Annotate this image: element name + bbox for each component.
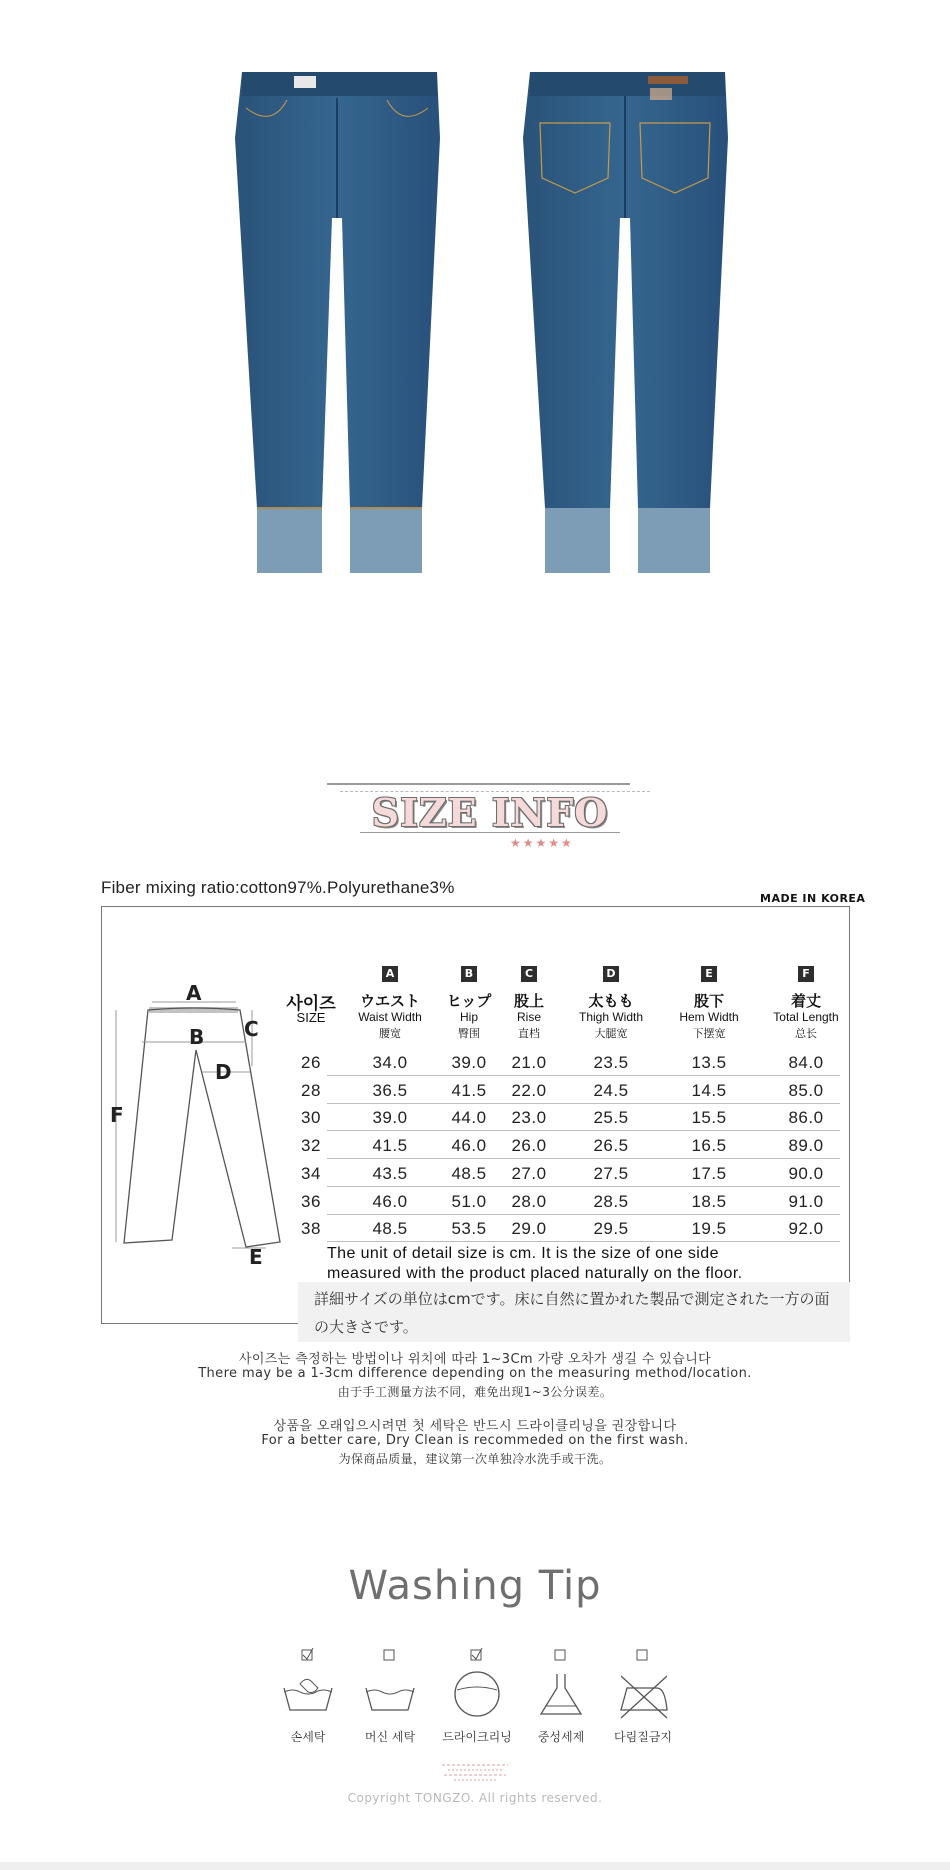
measure-cell: 13.5 (691, 1053, 727, 1072)
wash-item-hand (268, 1648, 348, 1745)
diagram-label-f: F (110, 1103, 124, 1127)
col-d-cn: 大腿宽 (594, 1027, 628, 1040)
table-row-divider (327, 1186, 840, 1187)
measure-cell: 46.0 (451, 1136, 487, 1156)
measure-cell: 41.5 (372, 1136, 408, 1156)
measure-cell: 39.0 (451, 1053, 487, 1072)
bottom-bar (0, 1862, 950, 1870)
size-cell: 28 (301, 1080, 321, 1100)
badge-d: D (603, 966, 619, 982)
col-c-en: Rise (516, 1010, 541, 1024)
measure-cell: 14.5 (691, 1080, 727, 1100)
unit-note-en-line2: measured with the product placed naturally on the floor. (327, 1265, 743, 1282)
col-a-en: Waist Width (358, 1010, 422, 1024)
measure-cell: 24.5 (593, 1080, 629, 1100)
made-in-label: MADE IN KOREA (760, 892, 866, 905)
table-row-divider (327, 1214, 840, 1215)
measure-cell: 41.5 (451, 1080, 487, 1100)
measure-cell: 89.0 (788, 1136, 824, 1156)
size-cell: 34 (301, 1163, 321, 1183)
badge-c: C (521, 966, 537, 982)
col-e-cn: 下摆宽 (692, 1027, 726, 1040)
col-d-en: Thigh Width (578, 1010, 644, 1024)
measure-cell: 21.0 (511, 1053, 547, 1072)
measure-cell: 84.0 (788, 1053, 824, 1072)
size-cell: 30 (301, 1108, 321, 1128)
care-note-cn: 为保商品质量，建议第一次单独冷水洗手或干洗。 (338, 1452, 612, 1466)
badge-b: B (461, 966, 477, 982)
size-cell: 26 (301, 1053, 321, 1072)
col-e-jp: 股下 (693, 992, 724, 1010)
fine-print-graphic (440, 1762, 510, 1784)
table-row-divider (327, 1158, 840, 1159)
badge-f: F (798, 966, 814, 982)
table-row-divider (327, 1103, 840, 1104)
col-d-jp: 太もも (588, 992, 634, 1010)
wash-label-detergent: 중성세제 (537, 1730, 585, 1744)
unit-note-en-line1: The unit of detail size is cm. It is the size of one side (327, 1245, 719, 1262)
measure-cell: 29.0 (511, 1219, 547, 1239)
col-b-en: Hip (459, 1010, 478, 1024)
measure-cell: 85.0 (788, 1080, 824, 1100)
size-info-title: SIZE INFO (371, 790, 609, 835)
table-row-divider (327, 1241, 840, 1242)
unit-note-jp: 詳細サイズの単位はcmです。床に自然に置かれた製品で測定された一方の面の大きさです。 (314, 1290, 830, 1336)
dry-clean-icon (447, 1648, 507, 1724)
measure-cell: 16.5 (691, 1136, 727, 1156)
col-a-cn: 腰宽 (379, 1027, 401, 1040)
neutral-detergent-icon (531, 1648, 591, 1724)
col-c-jp: 股上 (513, 992, 544, 1010)
measure-cell: 44.0 (451, 1108, 487, 1128)
size-cell: 36 (301, 1191, 321, 1211)
diagram-label-b: B (189, 1025, 205, 1049)
measure-note-cn: 由于手工测量方法不同，难免出现1~3公分误差。 (337, 1385, 613, 1399)
measure-cell: 19.5 (691, 1219, 727, 1239)
measure-cell: 86.0 (788, 1108, 824, 1128)
size-header-kr: 사이즈 (286, 994, 336, 1014)
hand-wash-icon (278, 1648, 338, 1724)
col-f-jp: 着丈 (790, 992, 821, 1010)
measure-cell: 23.0 (511, 1108, 547, 1128)
measure-cell: 34.0 (372, 1053, 408, 1072)
jeans-front-photo (232, 68, 442, 578)
wash-item-dry-clean (437, 1648, 517, 1745)
wash-label-hand: 손세탁 (290, 1730, 326, 1744)
wash-item-no-iron (603, 1648, 683, 1745)
washing-tip-title: Washing Tip (348, 1563, 602, 1609)
wash-label-no-iron: 다림질금지 (614, 1730, 672, 1744)
table-row-divider (327, 1075, 840, 1076)
measure-cell: 39.0 (372, 1108, 408, 1128)
wash-label-dry-clean: 드라이크리닝 (442, 1730, 512, 1744)
col-c-cn: 直档 (518, 1027, 540, 1040)
badge-a: A (382, 966, 398, 982)
measure-cell: 15.5 (691, 1108, 727, 1128)
fiber-ratio-text: Fiber mixing ratio:cotton97%.Polyurethane3% (101, 878, 455, 897)
size-header-en: SIZE (296, 1010, 326, 1025)
col-b-jp: ヒップ (446, 992, 492, 1010)
col-e-en: Hem Width (679, 1010, 739, 1024)
machine-wash-icon (360, 1648, 420, 1724)
measure-cell: 48.5 (451, 1163, 487, 1183)
size-cell: 32 (301, 1136, 321, 1156)
size-cell: 38 (301, 1219, 321, 1239)
measure-cell: 90.0 (788, 1163, 824, 1183)
measure-cell: 43.5 (372, 1163, 408, 1183)
measure-cell: 25.5 (593, 1108, 629, 1128)
measure-cell: 36.5 (372, 1080, 408, 1100)
measure-cell: 46.0 (372, 1191, 408, 1211)
measure-cell: 26.0 (511, 1136, 547, 1156)
wash-item-detergent (521, 1648, 601, 1745)
col-f-en: Total Length (773, 1010, 839, 1024)
wash-label-machine: 머신 세탁 (364, 1730, 416, 1744)
measure-cell: 51.0 (451, 1191, 487, 1211)
col-a-jp: ウエスト (359, 992, 420, 1010)
banner-bottom-line (360, 832, 620, 833)
measure-note-en: There may be a 1-3cm difference depending on the measuring method/location. (198, 1366, 752, 1381)
badge-e: E (701, 966, 717, 982)
care-note-en: For a better care, Dry Clean is recommeded on the first wash. (261, 1433, 689, 1448)
measure-cell: 28.0 (511, 1191, 547, 1211)
table-row-divider (327, 1130, 840, 1131)
measure-cell: 23.5 (593, 1053, 629, 1072)
measure-cell: 26.5 (593, 1136, 629, 1156)
measure-cell: 27.5 (593, 1163, 629, 1183)
no-iron-icon (613, 1648, 673, 1724)
diagram-label-d: D (215, 1060, 232, 1084)
measure-cell: 53.5 (451, 1219, 487, 1239)
col-b-cn: 臀围 (458, 1027, 480, 1040)
measure-cell: 92.0 (788, 1219, 824, 1239)
banner-top-line (327, 783, 630, 785)
care-note-kr: 상품을 오래입으시려면 첫 세탁은 반드시 드라이클리닝을 권장합니다 (273, 1419, 677, 1434)
banner-stars: ★★★★★ (510, 836, 574, 850)
measure-note-kr: 사이즈는 측정하는 방법이나 위치에 따라 1~3Cm 가량 오차가 생길 수 있습니다 (238, 1352, 712, 1367)
measure-cell: 18.5 (691, 1191, 727, 1211)
copyright-text: Copyright TONGZO. All rights reserved. (347, 1791, 603, 1805)
col-f-cn: 总长 (795, 1027, 817, 1040)
measure-cell: 27.0 (511, 1163, 547, 1183)
jeans-back-photo (520, 68, 730, 578)
measure-cell: 22.0 (511, 1080, 547, 1100)
measure-cell: 48.5 (372, 1219, 408, 1239)
measure-cell: 91.0 (788, 1191, 824, 1211)
diagram-label-e: E (249, 1245, 263, 1269)
measure-cell: 28.5 (593, 1191, 629, 1211)
diagram-label-a: A (186, 981, 202, 1005)
measure-cell: 29.5 (593, 1219, 629, 1239)
diagram-label-c: C (244, 1017, 259, 1041)
measure-cell: 17.5 (691, 1163, 727, 1183)
wash-item-machine (350, 1648, 430, 1745)
